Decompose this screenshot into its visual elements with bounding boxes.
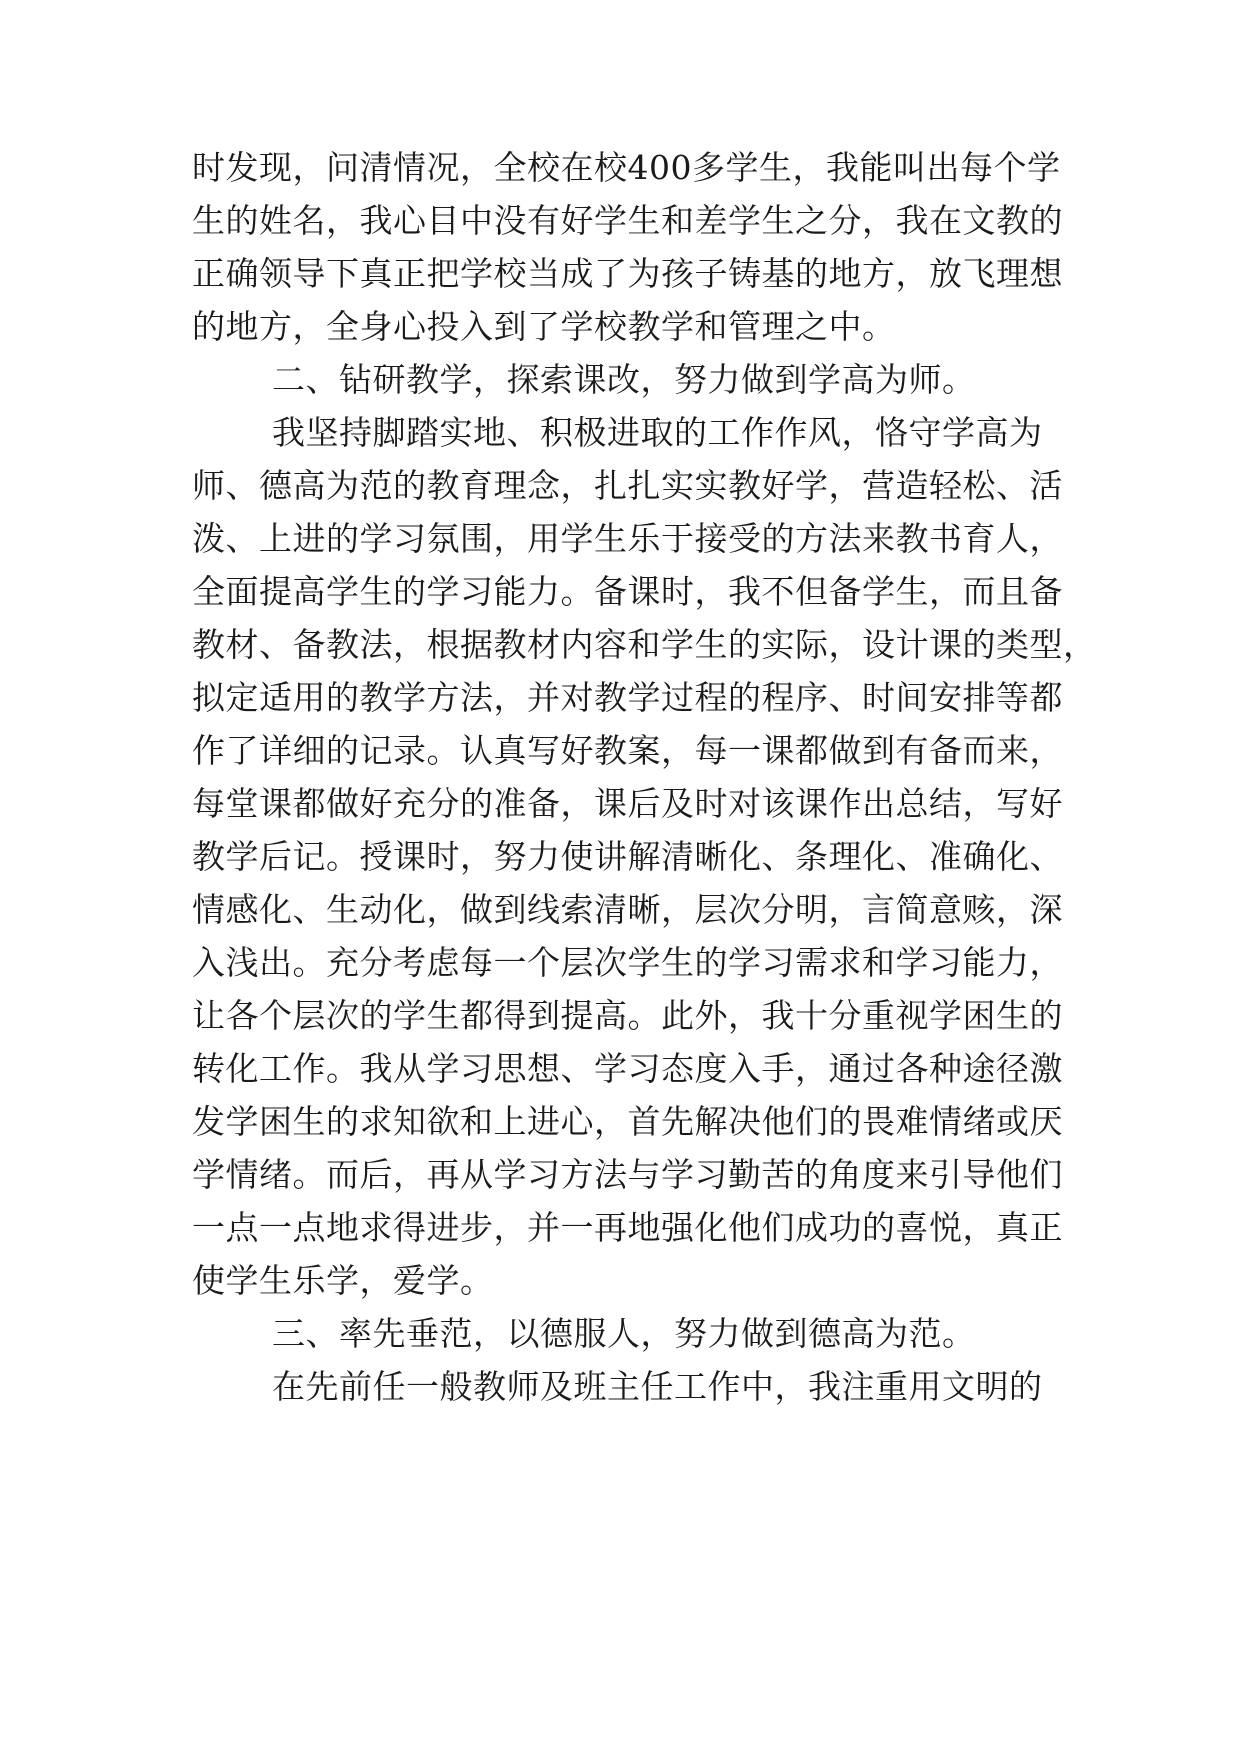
text-line: 一点一点地求得进步，并一再地强化他们成功的喜悦，真正 <box>192 1208 1063 1247</box>
text-line: 正确领导下真正把学校当成了为孩子铸基的地方，放飞理想 <box>192 254 1063 293</box>
text-line: 发学困生的求知欲和上进心，首先解决他们的畏难情绪或厌 <box>192 1102 1063 1141</box>
text-line: 教学后记。授课时，努力使讲解清晰化、条理化、准确化、 <box>192 837 1063 876</box>
text-line: 每堂课都做好充分的准备，课后及时对该课作出总结，写好 <box>192 784 1063 823</box>
text-line: 生的姓名，我心目中没有好学生和差学生之分，我在文教的 <box>192 201 1063 240</box>
section-heading: 二、钻研教学，探索课改，努力做到学高为师。 <box>272 360 976 399</box>
text-line: 入浅出。充分考虑每一个层次学生的学习需求和学习能力， <box>192 943 1063 982</box>
text-line: 时发现，问清情况，全校在校400多学生，我能叫出每个学 <box>192 148 1061 187</box>
text-line: 作了详细的记录。认真写好教案，每一课都做到有备而来， <box>192 731 1063 770</box>
text-line: 转化工作。我从学习思想、学习态度入手，通过各种途径激 <box>192 1049 1063 1088</box>
text-line: 拟定适用的教学方法，并对教学过程的程序、时间安排等都 <box>192 678 1063 717</box>
section-heading: 三、率先垂范，以德服人，努力做到德高为范。 <box>272 1314 976 1353</box>
text-line: 泼、上进的学习氛围，用学生乐于接受的方法来教书育人， <box>192 519 1063 558</box>
paragraph-first-line: 在先前任一般教师及班主任工作中，我注重用文明的 <box>272 1367 1043 1406</box>
text-line: 教材、备教法，根据教材内容和学生的实际，设计课的类型， <box>192 625 1097 664</box>
text-line: 情感化、生动化，做到线索清晰，层次分明，言简意赅，深 <box>192 890 1063 929</box>
text-line: 使学生乐学，爱学。 <box>192 1261 494 1300</box>
text-line: 让各个层次的学生都得到提高。此外，我十分重视学困生的 <box>192 996 1063 1035</box>
text-line: 师、德高为范的教育理念，扎扎实实教好学，营造轻松、活 <box>192 466 1063 505</box>
paragraph-first-line: 我坚持脚踏实地、积极进取的工作作风，恪守学高为 <box>272 413 1043 452</box>
text-line: 学情绪。而后，再从学习方法与学习勤苦的角度来引导他们 <box>192 1155 1063 1194</box>
text-line: 全面提高学生的学习能力。备课时，我不但备学生，而且备 <box>192 572 1063 611</box>
text-line: 的地方，全身心投入到了学校教学和管理之中。 <box>192 307 896 346</box>
